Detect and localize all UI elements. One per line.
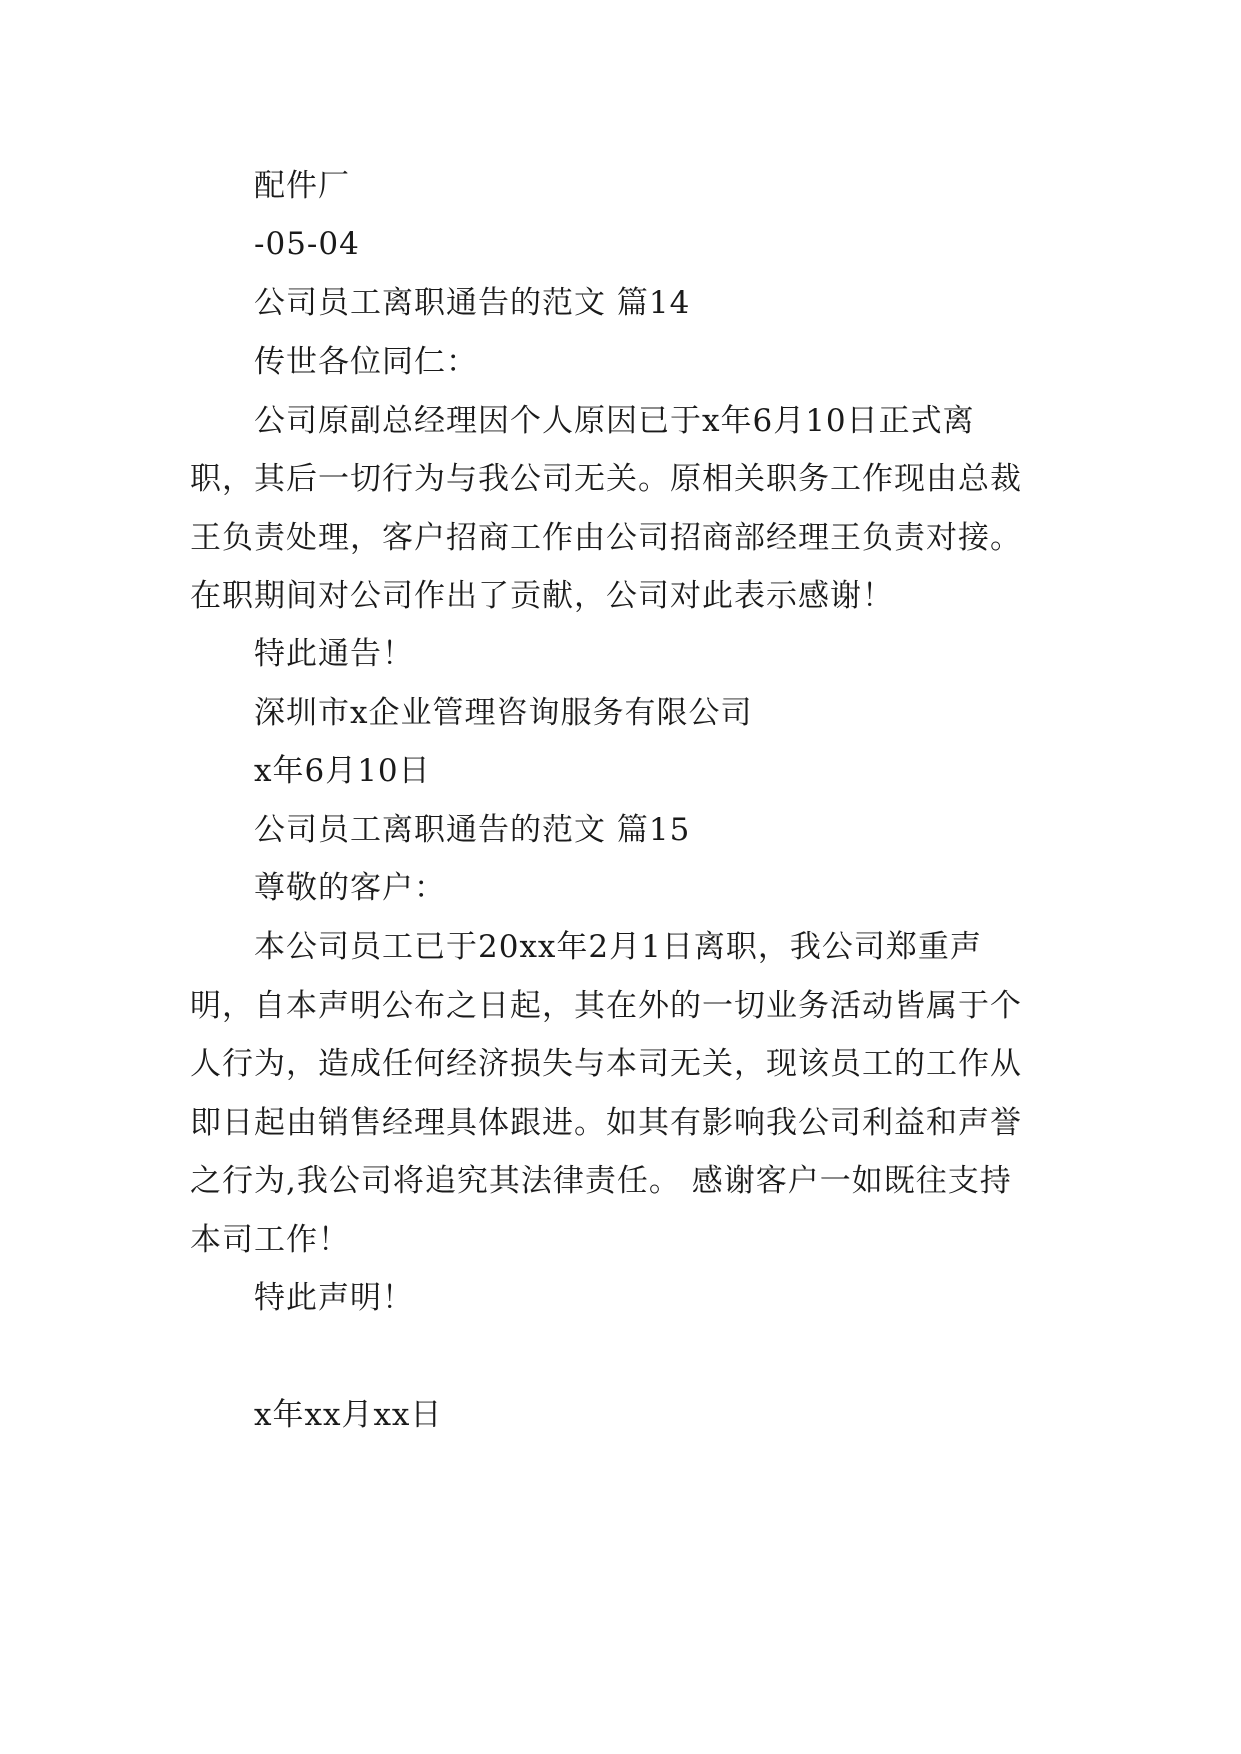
paragraph-14-line-1: 公司原副总经理因个人原因已于x年6月10日正式离 <box>254 403 975 439</box>
date-signature-14: x年6月10日 <box>254 753 431 789</box>
closing-statement-15: 特此声明！ <box>254 1280 414 1316</box>
paragraph-15-line-3: 人行为，造成任何经济损失与本司无关，现该员工的工作从 <box>190 1046 1022 1082</box>
paragraph-14-line-3: 王负责处理，客户招商工作由公司招商部经理王负责对接。 <box>190 520 1022 556</box>
paragraph-15-line-4: 即日起由销售经理具体跟进。如其有影响我公司利益和声誉 <box>190 1105 1022 1141</box>
company-name-fragment: 配件厂 <box>254 168 350 204</box>
salutation-15: 尊敬的客户： <box>254 870 446 906</box>
paragraph-14-line-4: 在职期间对公司作出了贡献，公司对此表示感谢！ <box>190 578 894 614</box>
paragraph-15-line-2: 明，自本声明公布之日起，其在外的一切业务活动皆属于个 <box>190 988 1022 1024</box>
closing-notice-14: 特此通告！ <box>254 636 414 672</box>
date-fragment: -05-04 <box>254 226 360 262</box>
paragraph-15-line-1: 本公司员工已于20xx年2月1日离职，我公司郑重声 <box>254 929 982 965</box>
date-signature-15: x年xx月xx日 <box>254 1397 443 1433</box>
section-heading-14: 公司员工离职通告的范文 篇14 <box>254 285 691 321</box>
section-heading-15: 公司员工离职通告的范文 篇15 <box>254 812 691 848</box>
paragraph-14-line-2: 职，其后一切行为与我公司无关。原相关职务工作现由总裁 <box>190 461 1022 497</box>
paragraph-15-line-5: 之行为,我公司将追究其法律责任。 感谢客户一如既往支持 <box>190 1163 1012 1199</box>
salutation-14: 传世各位同仁： <box>254 344 478 380</box>
company-signature-14: 深圳市x企业管理咨询服务有限公司 <box>254 695 753 731</box>
paragraph-15-line-6: 本司工作！ <box>190 1222 350 1258</box>
